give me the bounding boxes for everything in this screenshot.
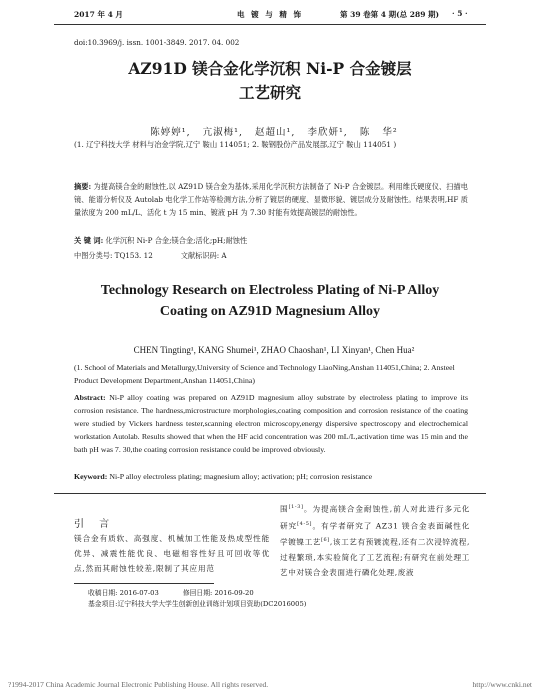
classification-line	[74, 251, 227, 261]
intro-right-text-c: ,该工艺有预镀流程,还有二次浸锌流程,过程繁琐,本实验简化了工艺流程;有研究在前处理工艺中对镁合金表面进行磷化处理,废液	[280, 537, 470, 577]
intro-right-text-b: 。有学者研究了 AZ31 镁合金表面碱性化学镀镍工艺	[280, 521, 470, 547]
cn-affiliation: (1. 辽宁科技大学 材料与冶金学院,辽宁 鞍山 114051; 2. 鞍钢股份产品发展部,辽宁 鞍山 114051 )	[74, 140, 397, 149]
header-date: 2017 年 4 月	[74, 10, 123, 19]
header-volume: 第 39 卷第 4 期(总 289 期)	[340, 10, 440, 19]
cn-keywords	[74, 236, 468, 246]
class-number: 中图分类号: TQ153. 12	[74, 251, 153, 260]
cn-abstract-label: 摘要:	[74, 182, 92, 191]
en-affiliation: (1. School of Materials and Metallurgy,University of Science and Technology LiaoNing,Anshan 114051,China; 2. Ansteel Product Development Department,Anshan 114051,China)	[74, 363, 455, 385]
en-authors: CHEN Tingting¹, KANG Shumei¹, ZHAO Chaoshan¹, LI Xinyan¹, Chen Hua²	[133, 345, 415, 355]
intro-right-column	[280, 500, 470, 580]
citation: [4-5]	[297, 520, 313, 527]
cn-authors: 陈婷婷¹, 亢淑梅¹, 赵超山¹, 李欣妍¹, 陈 华²	[150, 127, 398, 138]
header-journal-name: 电 镀 与 精 饰	[237, 10, 303, 19]
intro-right-text-a: 。为提高镁合金耐蚀性,前人对此进行多元化研究	[280, 504, 470, 531]
cn-title-line1: AZ91D 镁合金化学沉积 Ni-P 合金镀层	[128, 59, 412, 78]
en-keywords-text: Ni-P alloy electroless plating; magnesium alloy; activation; pH; corrosion resistance	[109, 472, 373, 481]
cn-keywords-label: 关 键 词:	[74, 236, 104, 245]
abstract-rule	[54, 493, 486, 494]
citation: [6]	[320, 537, 330, 544]
footnote-dates	[88, 588, 306, 599]
document-code: 文献标识码: A	[180, 251, 227, 260]
en-abstract-label: Abstract:	[74, 393, 106, 402]
header-rule	[54, 24, 486, 25]
en-title-line2: Coating on AZ91D Magnesium Alloy	[159, 304, 381, 319]
cnki-link[interactable]: http://www.cnki.net	[472, 680, 532, 689]
section-heading-introduction: 引 言	[74, 519, 116, 530]
en-keywords	[74, 472, 468, 481]
cn-abstract-text: 为提高镁合金的耐蚀性,以 AZ91D 镁合金为基体,采用化学沉积方法制备了 Ni-P 合金镀层。利用维氏硬度仪、扫描电镜、能谱分析仪及 Autolab 电化学工作站等检测方法,分析了镀层的硬度、显微形貌、镀层成分及耐蚀性。结果表明,HF 质量浓度为 200 mL/L、活化 t 为 15 min、镀液 pH 为 7.30 时能有效提高镀层的耐蚀性。	[74, 182, 468, 217]
header-page-number: · 5 ·	[452, 9, 468, 18]
copyright-text: ?1994-2017 China Academic Journal Electronic Publishing House. All rights reserved.	[8, 680, 269, 689]
en-title-line1: Technology Research on Electroless Plating of Ni-P Alloy	[100, 283, 440, 298]
intro-left-column: 镁合金有质软、高强度、机械加工性能及热成型性能优异、减震性能优良、电磁相容性好且可回收等优点,然而其耐蚀性较差,限制了其应用范	[74, 534, 270, 573]
en-abstract-text: Ni-P alloy coating was prepared on AZ91D magnesium alloy substrate by electroless plating to improve its corrosion resistance. The hardness,microstructure morphologies,coating composition and corrosion resistance of the coating were studied by Vickers hardness tester,scanning electron microscopy,energy dispersive spectroscopy and electrochemical workstation Autolab. Results showed that when the HF acid concentration was 200 mL/L,activation time was 15 min and the bath pH was 7. 30,the coating corrosion resistance could be improved obviously.	[74, 393, 469, 454]
cn-abstract	[74, 180, 468, 219]
footnote-rule	[74, 583, 214, 584]
intro-right-prefix: 围	[280, 504, 289, 514]
revised-date: 修回日期: 2016-09-20	[182, 589, 254, 597]
en-abstract	[74, 391, 468, 456]
footnote	[88, 588, 306, 609]
doi-line: doi:10.3969/j. issn. 1001-3849. 2017. 04. 002	[74, 38, 240, 47]
en-keywords-label: Keyword:	[74, 472, 108, 481]
received-date: 收稿日期: 2016-07-03	[88, 589, 159, 597]
copyright-bar	[8, 680, 532, 689]
cn-keywords-text: 化学沉积 Ni-P 合金;镁合金;活化;pH;耐蚀性	[105, 236, 248, 245]
citation: [1-3]	[288, 504, 304, 510]
cn-title-line2: 工艺研究	[238, 83, 301, 102]
footnote-fund: 基金项目:辽宁科技大学大学生创新创业训练计划项目资助(DC2016005)	[88, 599, 307, 608]
